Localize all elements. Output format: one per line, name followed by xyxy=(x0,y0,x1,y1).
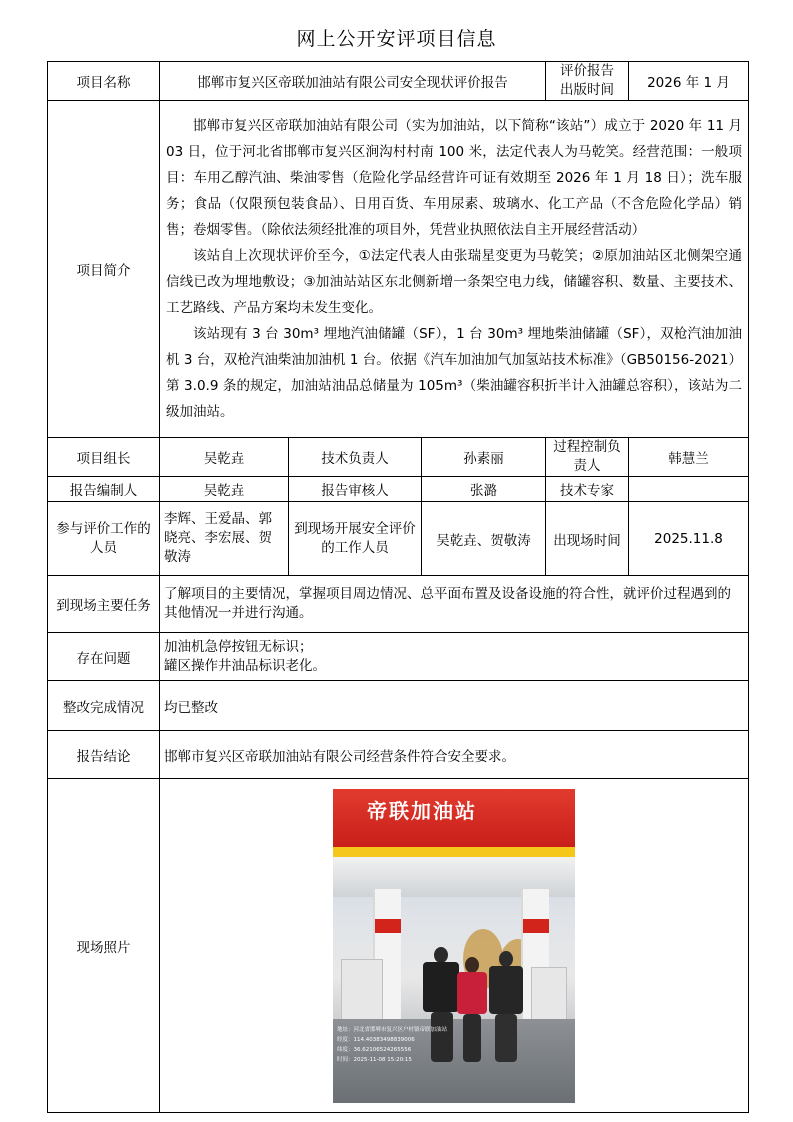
report-date-label xyxy=(546,62,629,101)
onsite-time-value: 2025.11.8 xyxy=(629,502,749,576)
photo-label: 现场照片 xyxy=(48,779,160,1113)
report-date-label-text xyxy=(550,62,624,100)
conclusion-label: 报告结论 xyxy=(48,731,160,779)
task-label: 到现场主要任务 xyxy=(48,576,160,633)
onsite-staff-value: 吴乾垚、贺敬涛 xyxy=(422,502,546,576)
issues-value xyxy=(160,633,749,681)
intro-paragraph: 该站自上次现状评价至今，①法定代表人由张瑞星变更为马乾笑；②原加油站区北侧架空通信线已改为埋地敷设；③加油站站区东北侧新增一条架空电力线，储罐容积、数量、主要技术、工艺路线、产品方案均未发生变化。 xyxy=(166,248,742,316)
photo-watermark xyxy=(337,1025,571,1065)
intro-content xyxy=(160,101,749,438)
onsite-staff-label: 到现场开展安全评价的工作人员 xyxy=(289,502,422,576)
conclusion-value: 邯郸市复兴区帝联加油站有限公司经营条件符合安全要求。 xyxy=(160,731,749,779)
person xyxy=(489,966,523,1014)
issues-label: 存在问题 xyxy=(48,633,160,681)
process-control-value: 韩慧兰 xyxy=(629,438,749,477)
leader-label: 项目组长 xyxy=(48,438,160,477)
participants-label: 参与评价工作的人员 xyxy=(48,502,160,576)
report-date-label-line: 出版时间 xyxy=(560,82,614,98)
person-head xyxy=(434,947,448,963)
expert-label: 技术专家 xyxy=(546,477,629,502)
reviewer-label: 报告审核人 xyxy=(289,477,422,502)
writer-label: 报告编制人 xyxy=(48,477,160,502)
expert-value xyxy=(629,477,749,502)
report-date-label-line: 评价报告 xyxy=(560,63,614,79)
report-date-value: 2026 年 1 月 xyxy=(629,62,749,101)
photo-cell xyxy=(160,779,749,1113)
info-table xyxy=(47,61,749,1113)
intro-label: 项目简介 xyxy=(48,101,160,438)
tech-lead-label: 技术负责人 xyxy=(289,438,422,477)
process-control-label: 过程控制负责人 xyxy=(546,438,629,477)
person xyxy=(423,962,459,1012)
rectify-label: 整改完成情况 xyxy=(48,681,160,731)
watermark-line: 时间：2025-11-08 15:20:15 xyxy=(337,1056,412,1063)
participants-value: 李辉、王爱晶、郭晓亮、李宏展、贺敬涛 xyxy=(160,502,289,576)
canopy-band xyxy=(333,847,575,857)
writer-value: 吴乾垚 xyxy=(160,477,289,502)
project-name-value: 邯郸市复兴区帝联加油站有限公司安全现状评价报告 xyxy=(160,62,546,101)
fuel-pump xyxy=(341,959,383,1021)
onsite-time-label: 出现场时间 xyxy=(546,502,629,576)
site-photo xyxy=(333,789,575,1103)
project-name-label: 项目名称 xyxy=(48,62,160,101)
watermark-line: 纬度：36.62106524265556 xyxy=(337,1046,412,1053)
intro-paragraph: 邯郸市复兴区帝联加油站有限公司（实为加油站，以下简称“该站”）成立于 2020 年 11 月 03 日，位于河北省邯郸市复兴区涧沟村村南 100 米，法定代表人为马乾笑。经营范围：一般项目：车用乙醇汽油、柴油零售（危险化学品经营许可证有效期至 2026 年 1 月 18 日）；洗车服务；食品（仅限预包装食品）、日用百货、车用尿素、玻璃水、化工产品（不含危险化学品）销售；卷烟零售。（除依法须经批准的项目外，凭营业执照依法自主开展经营活动） xyxy=(166,118,742,238)
page-title: 网上公开安评项目信息 xyxy=(296,28,497,50)
leader-value: 吴乾垚 xyxy=(160,438,289,477)
watermark-line: 经度：114.40383498839006 xyxy=(337,1036,415,1043)
person xyxy=(457,972,487,1014)
intro-paragraph: 该站现有 3 台 30m³ 埋地汽油储罐（SF），1 台 30m³ 埋地柴油储罐（SF），双枪汽油加油机 3 台，双枪汽油柴油加油机 1 台。依据《汽车加油加气加氢站技术标准》（GB50156-2021）第 3.0.9 条的规定，加油站油品总储量为 105m³（柴油罐容积折半计入油罐总容积），该站为二级加油站。 xyxy=(166,326,742,420)
person-head xyxy=(499,951,513,967)
issue-item: 罐区操作井油品标识老化。 xyxy=(164,657,326,674)
reviewer-value: 张潞 xyxy=(422,477,546,502)
tech-lead-value: 孙素丽 xyxy=(422,438,546,477)
watermark-line: 地址：河北省邯郸市复兴区户村镇帝联加油站 xyxy=(337,1026,448,1033)
task-value: 了解项目的主要情况，掌握项目周边情况、总平面布置及设备设施的符合性，就评价过程遇到的其他情况一并进行沟通。 xyxy=(160,576,749,633)
person-head xyxy=(465,957,479,973)
rectify-value: 均已整改 xyxy=(160,681,749,731)
station-sign: 帝联加油站 xyxy=(367,798,477,823)
issue-item: 加油机急停按钮无标识； xyxy=(164,638,313,655)
